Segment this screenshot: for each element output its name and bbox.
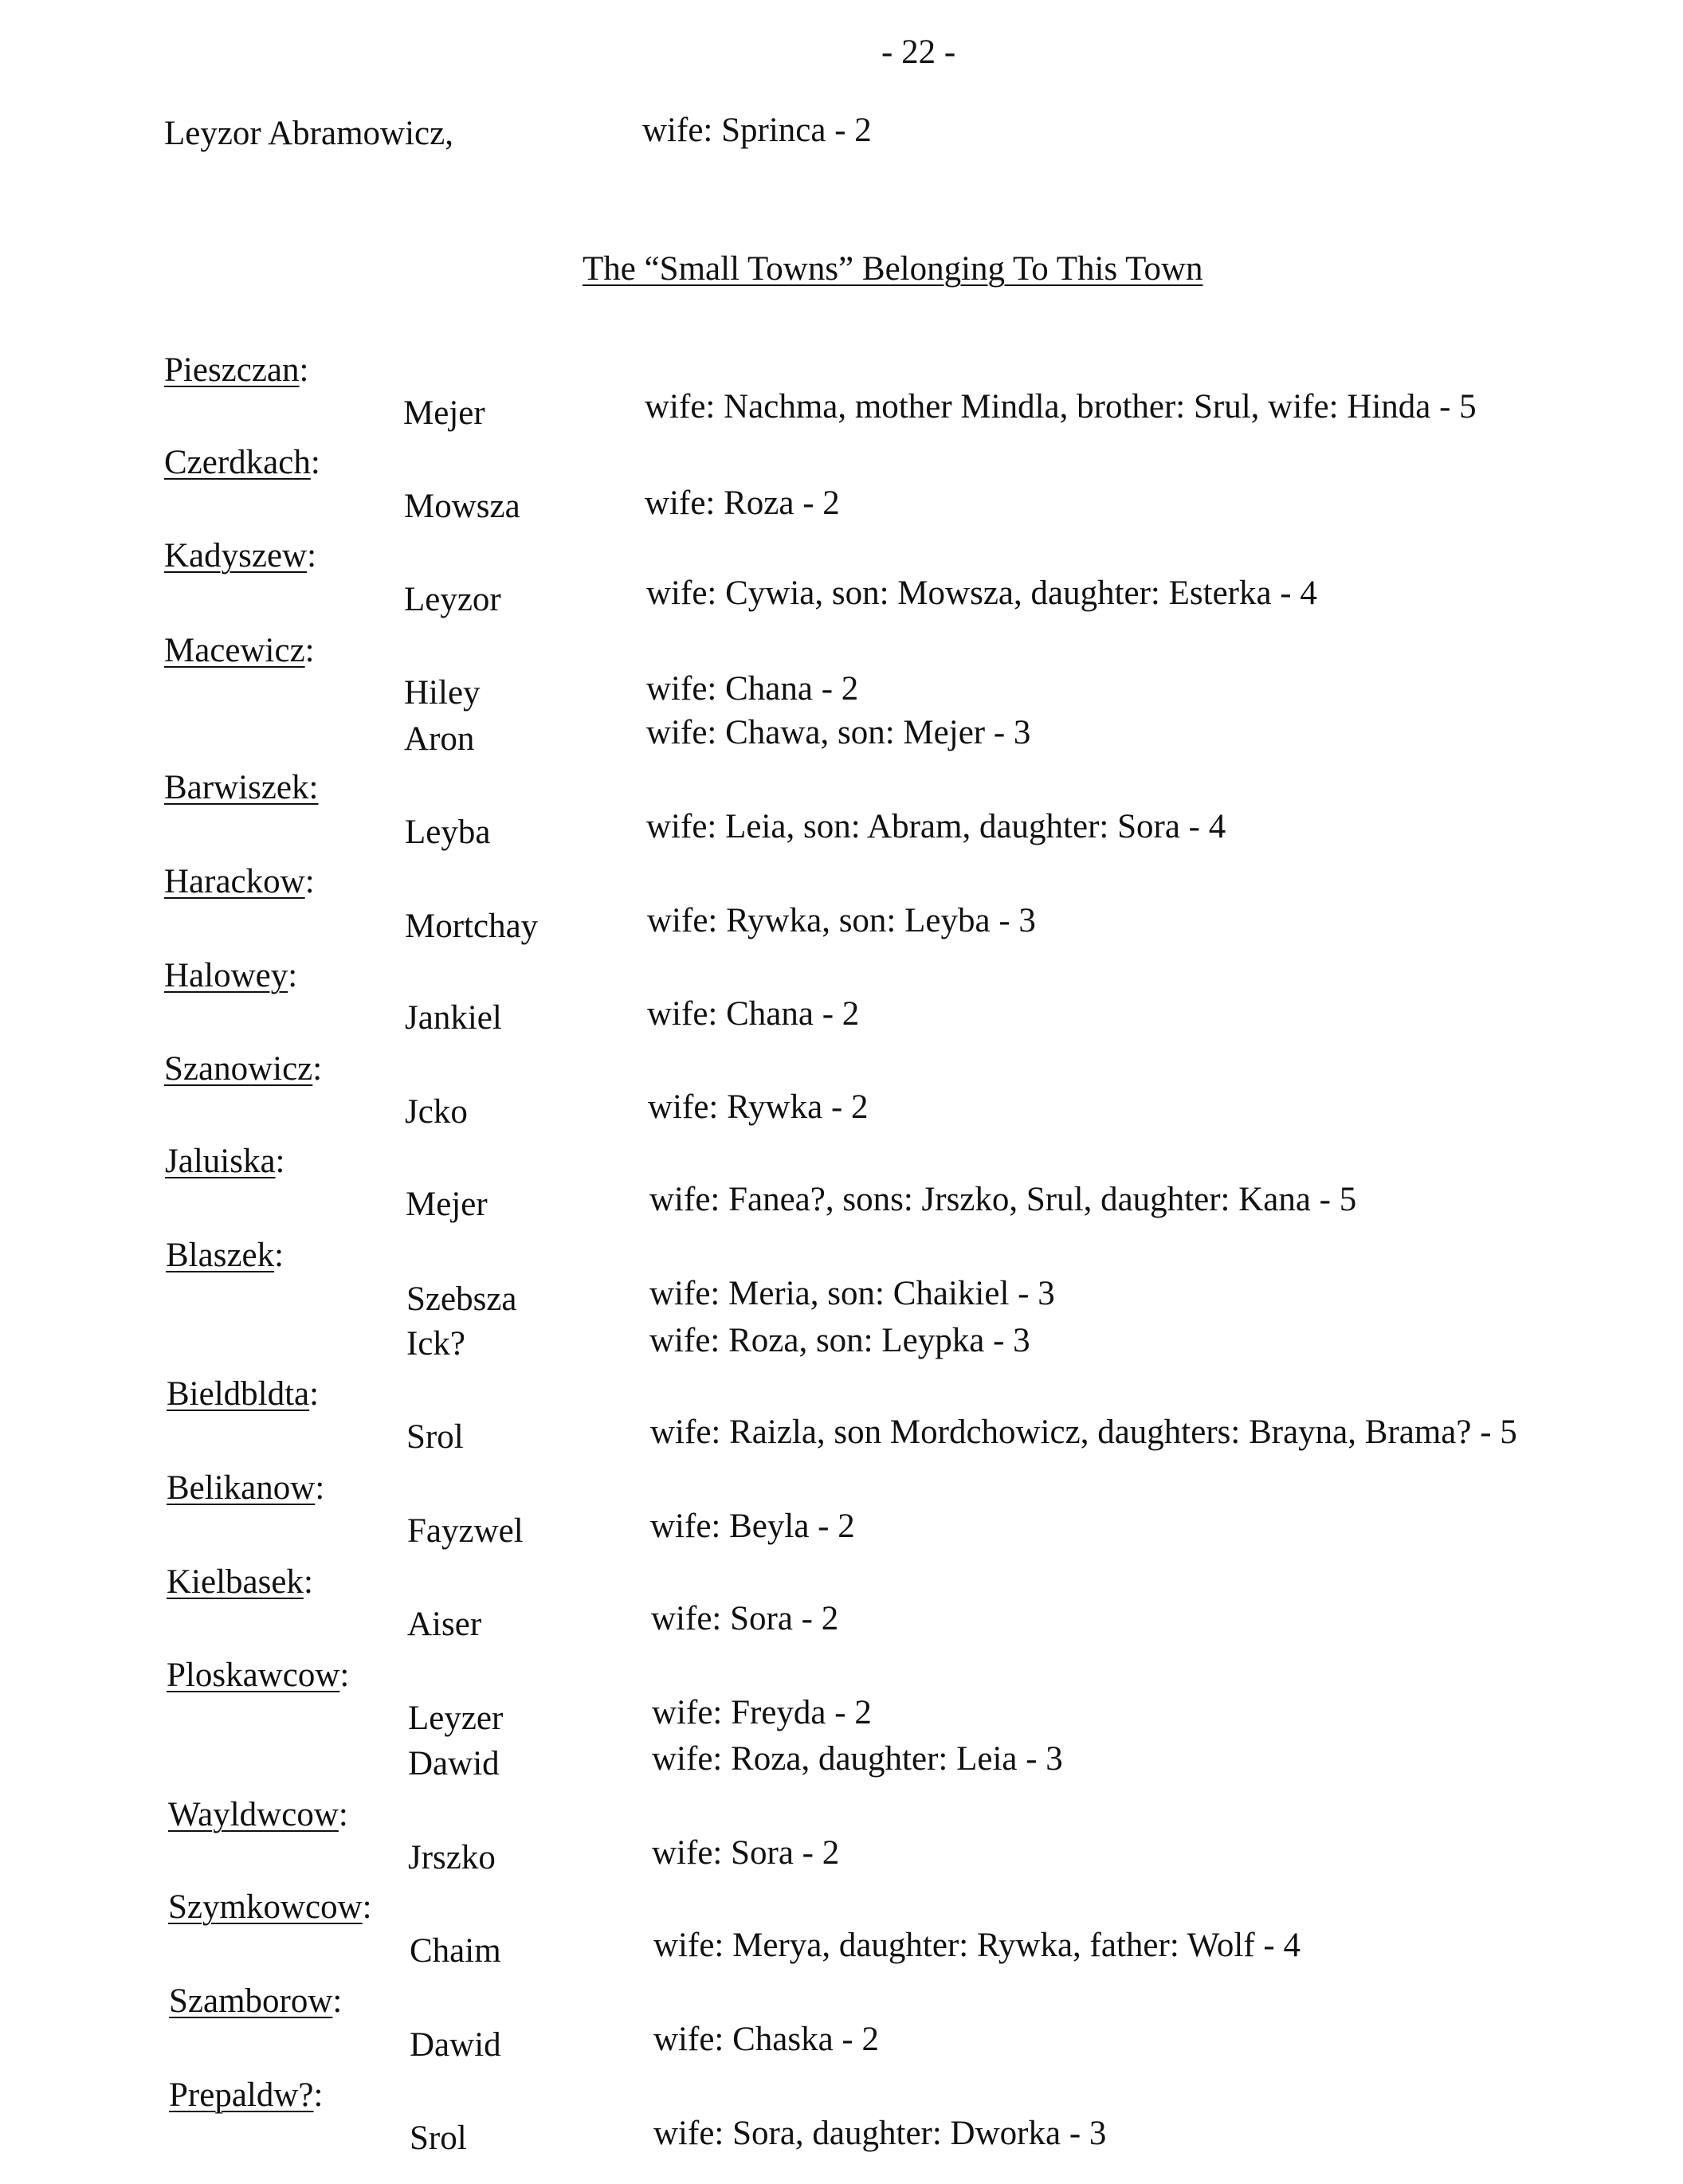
resident-family: wife: Chana - 2 — [647, 995, 860, 1033]
resident-name: Leyzer — [408, 1700, 504, 1737]
resident-family: wife: Nachma, mother Mindla, brother: Srul, wife: Hinda - 5 — [645, 388, 1477, 425]
town-name: Ploskawcow: — [167, 1657, 350, 1694]
town-name: Szamborow: — [169, 1982, 343, 2020]
resident-family: wife: Meria, son: Chaikiel - 3 — [649, 1275, 1055, 1312]
town-name: Bieldbldta: — [167, 1375, 320, 1413]
resident-name: Fayzwel — [407, 1512, 524, 1550]
resident-family: wife: Fanea?, sons: Jrszko, Srul, daughter: Kana - 5 — [649, 1181, 1357, 1218]
resident-family: wife: Cywia, son: Mowsza, daughter: Esterka - 4 — [646, 574, 1317, 612]
resident-name: Chaim — [410, 1932, 501, 1970]
resident-name: Leyzor — [404, 581, 501, 618]
resident-family: wife: Sora, daughter: Dworka - 3 — [653, 2115, 1107, 2152]
resident-name: Szebsza — [406, 1280, 517, 1318]
resident-name: Aron — [404, 720, 475, 758]
resident-name: Dawid — [408, 1745, 500, 1782]
resident-name: Jankiel — [405, 999, 502, 1037]
intro-entry-name: Leyzor Abramowicz, — [164, 115, 453, 152]
resident-family: wife: Raizla, son Mordchowicz, daughters: Brayna, Brama? - 5 — [650, 1414, 1517, 1451]
resident-name: Hiley — [404, 674, 481, 712]
town-name: Prepaldw?: — [169, 2076, 324, 2114]
resident-family: wife: Chaska - 2 — [653, 2021, 880, 2058]
resident-name: Ick? — [406, 1325, 465, 1363]
resident-name: Mejer — [403, 394, 485, 432]
resident-family: wife: Rywka, son: Leyba - 3 — [647, 902, 1036, 939]
resident-family: wife: Merya, daughter: Rywka, father: Wolf - 4 — [653, 1927, 1300, 1964]
town-name: Czerdkach: — [164, 444, 320, 481]
town-name: Pieszczan: — [164, 351, 309, 389]
resident-name: Leyba — [405, 814, 491, 851]
town-name: Kielbasek: — [167, 1563, 313, 1601]
resident-family: wife: Sora - 2 — [652, 1834, 840, 1872]
resident-name: Srol — [410, 2119, 467, 2157]
resident-family: wife: Beyla - 2 — [650, 1508, 855, 1545]
town-name: Jaluiska: — [165, 1143, 285, 1180]
resident-family: wife: Leia, son: Abram, daughter: Sora - 4 — [646, 808, 1226, 845]
resident-family: wife: Sora - 2 — [651, 1600, 839, 1637]
town-name: Belikanow: — [167, 1469, 325, 1507]
resident-name: Mowsza — [404, 488, 520, 525]
resident-name: Dawid — [410, 2026, 501, 2064]
resident-family: wife: Roza - 2 — [645, 484, 840, 522]
resident-name: Aiser — [407, 1606, 482, 1643]
town-name: Wayldwcow: — [168, 1796, 348, 1833]
resident-family: wife: Freyda - 2 — [652, 1694, 872, 1731]
resident-name: Mejer — [406, 1186, 488, 1223]
town-name: Halowey: — [164, 957, 298, 994]
section-title: The “Small Towns” Belonging To This Town — [583, 250, 1203, 288]
resident-name: Srol — [406, 1418, 464, 1456]
town-name: Kadyszew: — [164, 537, 317, 574]
town-name: Harackow: — [164, 863, 315, 900]
intro-entry-family: wife: Sprinca - 2 — [642, 112, 872, 149]
page-number: - 22 - — [881, 33, 956, 71]
resident-family: wife: Rywka - 2 — [648, 1088, 869, 1126]
resident-family: wife: Chana - 2 — [646, 670, 859, 708]
resident-family: wife: Roza, son: Leypka - 3 — [649, 1322, 1030, 1359]
town-name: Blaszek: — [166, 1237, 284, 1274]
resident-name: Mortchay — [405, 908, 539, 945]
town-name: Barwiszek: — [164, 769, 319, 806]
resident-family: wife: Chawa, son: Mejer - 3 — [646, 714, 1031, 751]
resident-name: Jrszko — [408, 1839, 496, 1876]
resident-family: wife: Roza, daughter: Leia - 3 — [652, 1740, 1063, 1778]
town-name: Macewicz: — [164, 632, 315, 669]
resident-name: Jcko — [405, 1093, 468, 1131]
town-name: Szanowicz: — [164, 1050, 323, 1088]
town-name: Szymkowcow: — [168, 1888, 372, 1926]
